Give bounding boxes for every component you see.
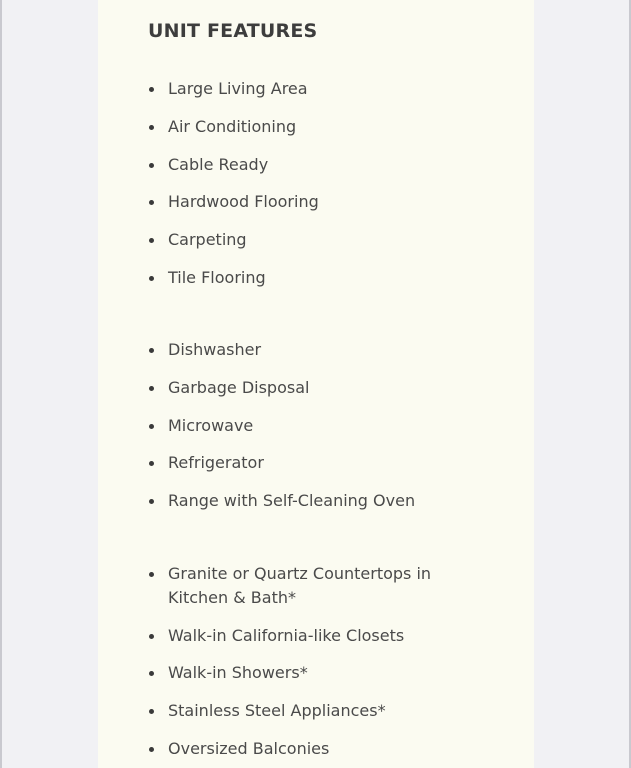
bullet-icon bbox=[149, 424, 154, 429]
feature-label: Carpeting bbox=[168, 230, 247, 249]
bullet-icon bbox=[149, 163, 154, 168]
feature-label: Oversized Balconies bbox=[168, 739, 330, 758]
section-title: UNIT FEATURES bbox=[148, 20, 318, 42]
feature-label: Tile Flooring bbox=[168, 268, 266, 287]
bullet-icon bbox=[149, 499, 154, 504]
bullet-icon bbox=[149, 747, 154, 752]
feature-item bbox=[168, 338, 498, 362]
feature-label: Microwave bbox=[168, 416, 254, 435]
feature-item bbox=[168, 77, 498, 101]
bullet-icon bbox=[149, 87, 154, 92]
unit-features-panel bbox=[98, 0, 534, 768]
feature-label: Range with Self-Cleaning Oven bbox=[168, 491, 416, 510]
bullet-icon bbox=[149, 125, 154, 130]
feature-label: Stainless Steel Appliances* bbox=[168, 701, 386, 720]
feature-label: Air Conditioning bbox=[168, 117, 297, 136]
feature-item bbox=[168, 414, 498, 438]
feature-item bbox=[168, 376, 498, 400]
bullet-icon bbox=[149, 348, 154, 353]
feature-label: Dishwasher bbox=[168, 340, 262, 359]
feature-item bbox=[168, 153, 498, 177]
left-border bbox=[0, 0, 2, 768]
feature-item bbox=[168, 562, 458, 610]
feature-item bbox=[168, 737, 498, 761]
feature-item bbox=[168, 228, 498, 252]
feature-label: Refrigerator bbox=[168, 453, 264, 472]
feature-item bbox=[168, 115, 498, 139]
bullet-icon bbox=[149, 572, 154, 577]
feature-item bbox=[168, 451, 498, 475]
bullet-icon bbox=[149, 238, 154, 243]
feature-item bbox=[168, 489, 498, 513]
bullet-icon bbox=[149, 671, 154, 676]
bullet-icon bbox=[149, 386, 154, 391]
feature-item bbox=[168, 266, 498, 290]
feature-label: Cable Ready bbox=[168, 155, 269, 174]
feature-label: Hardwood Flooring bbox=[168, 192, 319, 211]
feature-label: Large Living Area bbox=[168, 79, 308, 98]
feature-item bbox=[168, 190, 498, 214]
feature-label: Garbage Disposal bbox=[168, 378, 310, 397]
feature-item bbox=[168, 624, 498, 648]
feature-item bbox=[168, 661, 498, 685]
bullet-icon bbox=[149, 200, 154, 205]
bullet-icon bbox=[149, 276, 154, 281]
feature-label: Granite or Quartz Countertops in Kitchen & Bath* bbox=[168, 564, 432, 607]
bullet-icon bbox=[149, 634, 154, 639]
feature-label: Walk-in California-like Closets bbox=[168, 626, 405, 645]
feature-label: Walk-in Showers* bbox=[168, 663, 308, 682]
feature-item bbox=[168, 699, 498, 723]
bullet-icon bbox=[149, 709, 154, 714]
bullet-icon bbox=[149, 461, 154, 466]
